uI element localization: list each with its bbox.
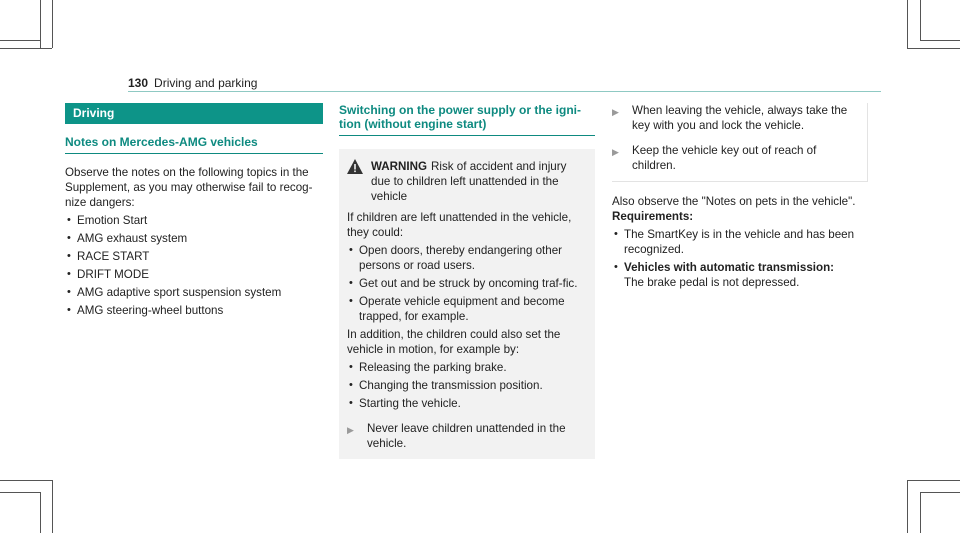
crop-mark xyxy=(40,492,41,533)
crop-mark xyxy=(0,480,52,481)
column-1 xyxy=(65,103,323,321)
requirements-heading: Requirements: xyxy=(612,210,694,223)
list-item: • AMG exhaust system xyxy=(65,231,323,246)
instruction-note xyxy=(347,421,587,451)
list-item: • The SmartKey is in the vehicle and has been recognized. xyxy=(612,227,868,257)
instruction-note xyxy=(612,103,861,133)
list-item: • Changing the transmission position. xyxy=(347,378,587,393)
list-item: • Get out and be struck by oncoming traf-fic. xyxy=(347,276,587,291)
warning-box-continued xyxy=(612,103,868,182)
list-item: • AMG adaptive sport suspension system xyxy=(65,285,323,300)
column-2 xyxy=(339,103,595,459)
page-header xyxy=(128,76,257,90)
requirement-label: Vehicles with automatic transmission: xyxy=(624,261,835,274)
crop-mark xyxy=(52,480,53,533)
title-rule xyxy=(339,135,595,136)
list-item: • AMG steering-wheel buttons xyxy=(65,303,323,318)
warning-body xyxy=(347,210,587,451)
crop-mark xyxy=(52,0,53,48)
note-text: Keep the vehicle key out of reach of children. xyxy=(632,144,817,172)
warning-list xyxy=(347,360,587,411)
header-rule xyxy=(128,91,881,92)
list-item: • RACE START xyxy=(65,249,323,264)
play-arrow-icon: ▶ xyxy=(347,425,354,435)
crop-mark xyxy=(907,480,960,481)
crop-mark xyxy=(920,0,921,40)
requirement-text: The brake pedal is not depressed. xyxy=(624,276,800,289)
warning-header xyxy=(347,159,587,204)
crop-mark xyxy=(920,492,960,493)
list-item: • Emotion Start xyxy=(65,213,323,228)
title-rule xyxy=(65,153,323,154)
warning-text-block xyxy=(371,159,587,204)
note-text: When leaving the vehicle, always take the key with you and lock the vehicle. xyxy=(632,104,848,132)
warning-triangle-icon xyxy=(347,159,365,204)
intro-text: Observe the notes on the following topics in the Supplement, as you may otherwise fail to recog-nize dangers: xyxy=(65,166,313,209)
crop-mark xyxy=(907,480,908,533)
crop-mark xyxy=(907,0,908,48)
list-item: • DRIFT MODE xyxy=(65,267,323,282)
play-arrow-icon: ▶ xyxy=(612,107,619,117)
crop-mark xyxy=(907,48,960,49)
crop-mark xyxy=(920,40,960,41)
column-3 xyxy=(612,103,868,293)
section-title: Notes on Mercedes-AMG vehicles xyxy=(65,135,258,149)
section-name: Driving and parking xyxy=(154,76,258,90)
warning-paragraph: If children are left unattended in the vehicle, they could: xyxy=(347,211,572,239)
crop-mark xyxy=(920,492,921,533)
note-text: Never leave children unattended in the vehicle. xyxy=(367,422,566,450)
crop-mark xyxy=(0,492,40,493)
topic-list xyxy=(65,213,323,318)
pets-note: Also observe the "Notes on pets in the vehicle". xyxy=(612,195,856,208)
crop-mark xyxy=(40,0,41,48)
section-bar: Driving xyxy=(65,103,323,124)
section-title: Switching on the power supply or the igni-tion (without engine start) xyxy=(339,103,581,131)
crop-mark xyxy=(0,48,52,49)
play-arrow-icon: ▶ xyxy=(612,147,619,157)
list-item: • Open doors, thereby endangering other persons or road users. xyxy=(347,243,587,273)
warning-box xyxy=(339,149,595,459)
crop-mark xyxy=(0,40,40,41)
warning-text: Risk of accident and injury due to children left unattended in the vehicle xyxy=(371,160,567,203)
page-number: 130 xyxy=(128,76,149,90)
warning-label: WARNING xyxy=(371,160,428,173)
list-item: • Starting the vehicle. xyxy=(347,396,587,411)
list-item xyxy=(612,260,868,290)
list-item: • Releasing the parking brake. xyxy=(347,360,587,375)
list-item: • Operate vehicle equipment and become trapped, for example. xyxy=(347,294,587,324)
warning-paragraph: In addition, the children could also set the vehicle in motion, for example by: xyxy=(347,328,561,356)
requirements-list xyxy=(612,227,868,290)
warning-list xyxy=(347,243,587,324)
instruction-note xyxy=(612,143,861,173)
